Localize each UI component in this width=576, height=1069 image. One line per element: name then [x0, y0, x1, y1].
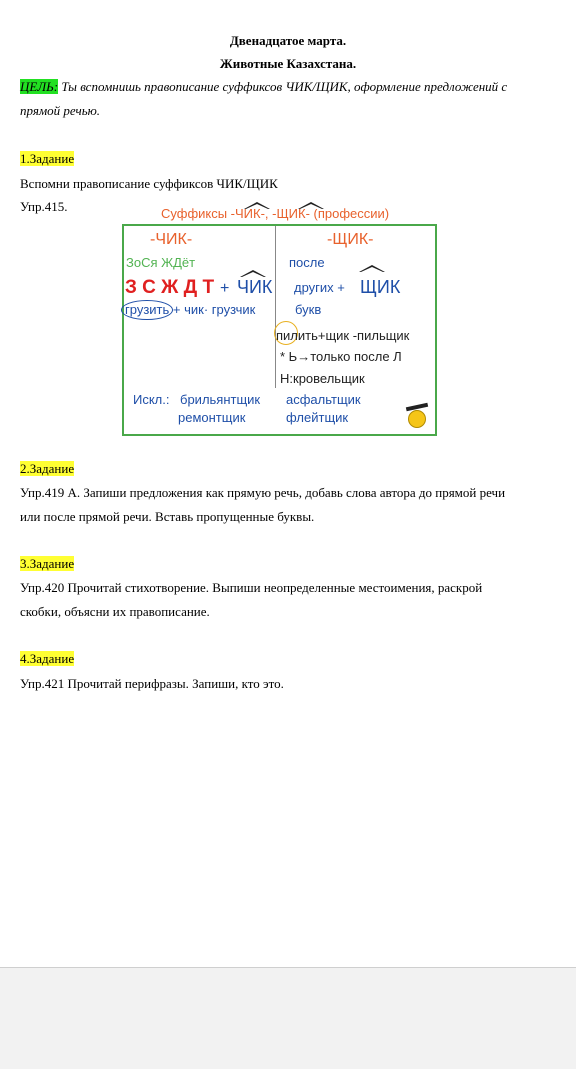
left-plus: + — [220, 280, 230, 297]
task-4-label-line — [20, 650, 74, 668]
task-1-label: 1.Задание — [20, 151, 75, 166]
task-3-label: 3.Задание — [20, 556, 75, 571]
goal-text: Ты вспомнишь правописание суффиксов ЧИК/ЩИК, оформление предложений с — [58, 79, 508, 94]
left-example: грузить + чик· грузчик — [125, 302, 256, 317]
task-2-label-line — [20, 460, 74, 478]
left-suffix: ЧИК — [237, 277, 273, 297]
task-3-line-2: скобки, объясни их правописание. — [20, 604, 210, 619]
right-word-3: букв — [295, 302, 322, 317]
task-1-label-line — [20, 150, 74, 168]
exception-word-3: ремонтщик — [178, 410, 246, 425]
task-2-line-2: или после прямой речи. Вставь пропущенные буквы. — [20, 509, 315, 524]
left-mnemonic: ЗоСя ЖДёт — [126, 255, 196, 270]
exception-word-4: флейтщик — [286, 410, 349, 425]
right-word-2: других + — [294, 280, 345, 295]
title-line-2: Животные Казахстана. — [219, 56, 357, 71]
goal-line-2: прямой речью. — [20, 103, 101, 118]
right-rule: * Ь→только после Л — [280, 349, 402, 364]
task-3-line-1: Упр.420 Прочитай стихотворение. Выпиши неопределенные местоимения, раскрой — [20, 580, 483, 595]
task-1-line-2: Упр.415. — [20, 199, 68, 214]
goal-line-1 — [20, 78, 507, 96]
task-1-line-1: Вспомни правописание суффиксов ЧИК/ЩИК — [20, 176, 278, 191]
exception-word-2: асфальтщик — [286, 392, 361, 407]
title-line-1: Двенадцатое марта. — [229, 33, 347, 48]
diagram-divider — [275, 226, 276, 388]
right-example-2: Н:кровельщик — [280, 371, 365, 386]
diagram-title: Суффиксы -ЧИК-, -ЩИК- (профессии) — [161, 206, 390, 221]
right-suffix: ЩИК — [360, 277, 401, 297]
right-word-1: после — [289, 255, 325, 270]
exception-word-1: брильянтщик — [180, 392, 261, 407]
exceptions-label: Искл.: — [133, 392, 170, 407]
task-2-line-1: Упр.419 А. Запиши предложения как прямую речь, добавь слова автора до прямой речи — [20, 485, 506, 500]
right-example: пилить+щик -пильщик — [276, 328, 410, 343]
goal-label: ЦЕЛЬ: — [20, 79, 59, 94]
right-suffix-hat — [359, 265, 385, 272]
title-hat-mark-2 — [298, 202, 324, 209]
right-heading: -ЩИК- — [327, 231, 374, 248]
task-4-line-1: Упр.421 Прочитай перифразы. Запиши, кто это. — [20, 676, 284, 691]
task-2-label: 2.Задание — [20, 461, 75, 476]
graduate-smiley-icon — [408, 410, 426, 428]
title-hat-mark-1 — [244, 202, 270, 209]
left-letters: З С Ж Д Т — [125, 277, 215, 298]
task-4-label: 4.Задание — [20, 651, 75, 666]
suffix-diagram — [120, 203, 438, 435]
viewer-background — [0, 967, 576, 1069]
left-suffix-hat — [240, 270, 266, 277]
task-3-label-line — [20, 555, 74, 573]
left-heading: -ЧИК- — [150, 231, 193, 248]
